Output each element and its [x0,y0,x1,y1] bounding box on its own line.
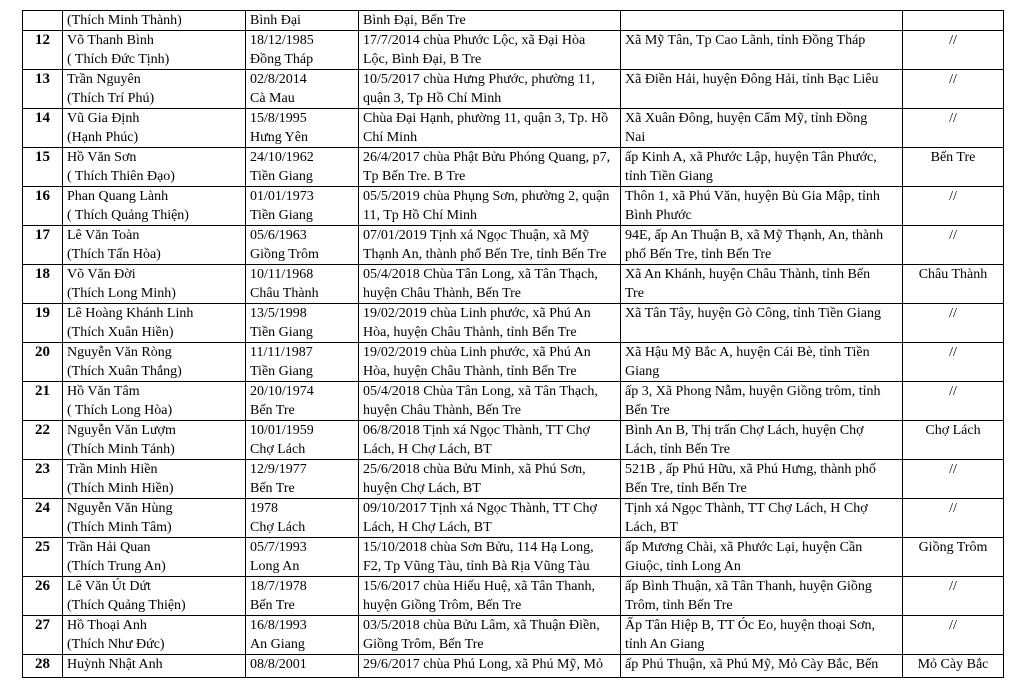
address-cell-line: Thôn 1, xã Phú Văn, huyện Bù Gia Mập, tỉnh [625,189,880,204]
row-number-line: 27 [35,617,50,633]
ordination-cell-line: Tp Bến Tre. B Tre [363,169,466,184]
birth-cell-line: 16/8/1993 [250,618,307,633]
birth-cell-line: 11/11/1987 [250,345,313,360]
address-cell-line: Trôm, tỉnh Bến Tre [625,598,733,613]
table-row [23,616,1004,655]
name-cell [63,31,246,70]
name-cell-line: (Thích Minh Thành) [67,13,182,28]
ordination-cell-line: 19/02/2019 chùa Linh phước, xã Phú An [363,306,591,321]
row-number [23,421,63,460]
address-cell-line: Tre [625,286,644,301]
ordination-cell [359,70,621,109]
name-cell-line: (Thích Xuân Hiền) [67,325,174,340]
name-cell-line: Lê Văn Toàn [67,228,140,243]
name-cell [63,460,246,499]
name-cell-line: Nguyễn Văn Hùng [67,501,173,516]
address-cell-line: phố Bến Tre, tỉnh Bến Tre [625,247,772,262]
name-cell [63,616,246,655]
name-cell [63,343,246,382]
name-cell-line: Nguyễn Văn Lượm [67,423,176,438]
birth-cell-line: Bến Tre [250,598,295,613]
birth-cell-line: Châu Thành [250,286,319,301]
location-cell-line: Bến Tre [930,150,976,165]
row-number-line: 23 [35,461,50,477]
ordination-cell [359,11,621,31]
table-row [23,187,1004,226]
name-cell-line: (Thích Trí Phú) [67,91,155,106]
address-cell-line: Xã Mỹ Tân, Tp Cao Lãnh, tỉnh Đồng Tháp [625,33,866,48]
birth-cell-line: 01/01/1973 [250,189,314,204]
ordination-cell-line: Giồng Trôm, Bến Tre [363,637,484,652]
birth-cell [246,226,359,265]
ordination-cell-line: 03/5/2018 chùa Bửu Lâm, xã Thuận Điền, [363,618,600,633]
ordination-cell-line: 10/5/2017 chùa Hưng Phước, phường 11, [363,72,595,87]
birth-cell [246,304,359,343]
birth-cell [246,265,359,304]
ordination-cell [359,655,621,678]
name-cell-line: ( Thích Long Hòa) [67,403,173,418]
row-number-line: 13 [35,71,50,87]
birth-cell [246,655,359,678]
row-number-line: 28 [35,656,50,672]
location-cell [903,31,1004,70]
name-cell-line: Lê Văn Út Dứt [67,579,151,594]
birth-cell-line: Bến Tre [250,481,295,496]
table-row [23,382,1004,421]
name-cell-line: Huỳnh Nhật Anh [67,657,163,672]
table-row [23,499,1004,538]
location-cell [903,265,1004,304]
ordination-cell-line: huyện Châu Thành, Bến Tre [363,403,522,418]
address-cell [621,70,903,109]
row-number-line: 18 [35,266,50,282]
address-cell [621,421,903,460]
birth-cell [246,109,359,148]
table-row [23,70,1004,109]
location-cell-line: Mỏ Cày Bắc [917,657,989,672]
address-cell [621,265,903,304]
name-cell-line: ( Thích Quảng Thiện) [67,208,189,223]
birth-cell-line: Tiền Giang [250,325,313,340]
birth-cell-line: 24/10/1962 [250,150,314,165]
name-cell-line: Hồ Văn Sơn [67,150,137,165]
address-cell-line: Giuộc, tỉnh Long An [625,559,741,574]
ordination-cell-line: huyện Giồng Trôm, Bến Tre [363,598,522,613]
ordination-cell-line: Hòa, huyện Châu Thành, tỉnh Bến Tre [363,364,577,379]
birth-cell-line: 15/8/1995 [250,111,307,126]
birth-cell-line: Tiền Giang [250,364,313,379]
table-row [23,304,1004,343]
birth-cell [246,343,359,382]
row-number-line: 12 [35,32,50,48]
ordination-cell [359,187,621,226]
address-cell-line: ấp Kinh A, xã Phước Lập, huyện Tân Phước, [625,150,877,165]
row-number-line: 24 [35,500,50,516]
location-cell-line: // [949,306,957,321]
row-number-line: 22 [35,422,50,438]
location-cell [903,11,1004,31]
ordination-cell-line: Bình Đại, Bến Tre [363,13,466,28]
location-cell-line: // [949,579,957,594]
row-number [23,70,63,109]
birth-cell-line: 20/10/1974 [250,384,314,399]
row-number [23,226,63,265]
name-cell [63,382,246,421]
name-cell [63,499,246,538]
location-cell-line: // [949,111,957,126]
ordination-cell-line: Thạnh An, thành phố Bến Tre, tỉnh Bến Tre [363,247,607,262]
ordination-cell-line: F2, Tp Vũng Tàu, tỉnh Bà Rịa Vũng Tàu [363,559,590,574]
name-cell [63,226,246,265]
location-cell-line: // [949,33,957,48]
address-cell [621,11,903,31]
row-number [23,460,63,499]
row-number-line: 21 [35,383,50,399]
row-number-line: 26 [35,578,50,594]
row-number [23,538,63,577]
birth-cell-line: 13/5/1998 [250,306,307,321]
address-cell [621,577,903,616]
birth-cell [246,577,359,616]
row-number-line: 19 [35,305,50,321]
birth-cell-line: Bến Tre [250,403,295,418]
birth-cell-line: 18/12/1985 [250,33,314,48]
ordination-cell-line: 06/8/2018 Tịnh xá Ngọc Thành, TT Chợ [363,423,590,438]
birth-cell [246,148,359,187]
row-number [23,382,63,421]
ordination-cell-line: 07/01/2019 Tịnh xá Ngọc Thuận, xã Mỹ [363,228,590,243]
birth-cell-line: Bình Đại [250,13,301,28]
address-cell [621,382,903,421]
ordination-cell [359,382,621,421]
ordination-cell-line: huyện Châu Thành, Bến Tre [363,286,522,301]
location-cell-line: // [949,384,957,399]
ordination-cell [359,460,621,499]
name-cell [63,265,246,304]
ordination-cell [359,577,621,616]
birth-cell [246,421,359,460]
row-number [23,577,63,616]
birth-cell [246,460,359,499]
location-cell [903,226,1004,265]
location-cell-line: // [949,345,957,360]
address-cell-line: 94E, ấp An Thuận B, xã Mỹ Thạnh, An, thành [625,228,884,243]
row-number [23,343,63,382]
address-cell-line: Lách, tỉnh Bến Tre [625,442,730,457]
name-cell [63,70,246,109]
ordination-cell [359,421,621,460]
location-cell [903,304,1004,343]
birth-cell-line: 05/6/1963 [250,228,307,243]
name-cell-line: (Thích Long Minh) [67,286,176,301]
name-cell [63,421,246,460]
name-cell [63,538,246,577]
name-cell-line: Trần Minh Hiền [67,462,158,477]
table-row [23,421,1004,460]
roster-table [22,10,1004,678]
row-number-line: 20 [35,344,50,360]
birth-cell-line: Chợ Lách [250,442,306,457]
row-number [23,655,63,678]
address-cell-line: tỉnh An Giang [625,637,705,652]
birth-cell-line: An Giang [250,637,305,652]
address-cell-line: ấp Mương Chài, xã Phước Lại, huyện Cần [625,540,863,555]
ordination-cell-line: Chí Minh [363,130,418,145]
location-cell [903,655,1004,678]
name-cell-line: Trần Nguyên [67,72,141,87]
name-cell-line: Vũ Gia Định [67,111,140,126]
name-cell-line: ( Thích Thiên Đạo) [67,169,175,184]
birth-cell [246,187,359,226]
birth-cell-line: Đồng Tháp [250,52,314,67]
name-cell [63,109,246,148]
ordination-cell-line: huyện Chợ Lách, BT [363,481,481,496]
birth-cell-line: 02/8/2014 [250,72,307,87]
table-row [23,655,1004,678]
birth-cell-line: 08/8/2001 [250,657,307,672]
address-cell [621,148,903,187]
address-cell-line: Xã Điền Hải, huyện Đông Hải, tỉnh Bạc Liêu [625,72,879,87]
location-cell-line: // [949,72,957,87]
birth-cell [246,538,359,577]
ordination-cell [359,226,621,265]
address-cell [621,31,903,70]
location-cell-line: // [949,189,957,204]
ordination-cell-line: quận 3, Tp Hồ Chí Minh [363,91,502,106]
location-cell [903,616,1004,655]
birth-cell-line: Long An [250,559,300,574]
address-cell [621,187,903,226]
ordination-cell-line: 26/4/2017 chùa Phật Bửu Phóng Quang, p7, [363,150,611,165]
name-cell-line: Hồ Văn Tâm [67,384,140,399]
address-cell-line: Nai [625,130,646,145]
birth-cell [246,70,359,109]
table-row [23,11,1004,31]
name-cell-line: (Thích Trung An) [67,559,166,574]
table-row [23,538,1004,577]
row-number-line: 17 [35,227,50,243]
location-cell [903,538,1004,577]
roster-body [23,11,1004,678]
name-cell [63,577,246,616]
address-cell [621,460,903,499]
name-cell-line: (Thích Minh Tâm) [67,520,172,535]
name-cell-line: Lê Hoàng Khánh Linh [67,306,194,321]
ordination-cell-line: 05/4/2018 Chùa Tân Long, xã Tân Thạch, [363,384,598,399]
name-cell-line: (Thích Như Đức) [67,637,165,652]
ordination-cell-line: 17/7/2014 chùa Phước Lộc, xã Đại Hòa [363,33,586,48]
location-cell-line: // [949,501,957,516]
ordination-cell-line: 05/5/2019 chùa Phụng Sơn, phường 2, quận [363,189,610,204]
name-cell-line: (Thích Tấn Hòa) [67,247,161,262]
table-row [23,460,1004,499]
birth-cell-line: Giồng Trôm [250,247,319,262]
address-cell [621,304,903,343]
ordination-cell-line: 11, Tp Hồ Chí Minh [363,208,477,223]
ordination-cell [359,616,621,655]
ordination-cell-line: 15/6/2017 chùa Hiếu Huệ, xã Tân Thanh, [363,579,595,594]
row-number-line: 15 [35,149,50,165]
address-cell-line: tỉnh Tiền Giang [625,169,713,184]
location-cell [903,421,1004,460]
row-number [23,109,63,148]
row-number-line: 16 [35,188,50,204]
ordination-cell [359,109,621,148]
address-cell-line: Ấp Tân Hiệp B, TT Óc Eo, huyện thoại Sơn, [625,618,876,633]
location-cell-line: Châu Thành [918,267,988,282]
name-cell [63,11,246,31]
birth-cell-line: 10/11/1968 [250,267,314,282]
table-row [23,109,1004,148]
location-cell [903,148,1004,187]
ordination-cell-line: 25/6/2018 chùa Bửu Minh, xã Phú Sơn, [363,462,586,477]
address-cell [621,499,903,538]
name-cell-line: Trần Hải Quan [67,540,151,555]
address-cell [621,109,903,148]
ordination-cell-line: Chùa Đại Hạnh, phường 11, quận 3, Tp. Hồ [363,111,609,126]
row-number-line: 14 [35,110,50,126]
birth-cell-line: Chợ Lách [250,520,306,535]
birth-cell-line: Cà Mau [250,91,295,106]
address-cell-line: Tịnh xá Ngọc Thành, TT Chợ Lách, H Chợ [625,501,868,516]
address-cell [621,655,903,678]
birth-cell-line: Hưng Yên [250,130,309,145]
birth-cell-line: Tiền Giang [250,208,313,223]
ordination-cell-line: 15/10/2018 chùa Sơn Bửu, 114 Hạ Long, [363,540,594,555]
name-cell [63,187,246,226]
address-cell-line: Xã Xuân Đông, huyện Cẩm Mỹ, tỉnh Đồng [625,111,868,126]
ordination-cell-line: Hòa, huyện Châu Thành, tỉnh Bến Tre [363,325,577,340]
ordination-cell-line: Lộc, Bình Đại, B Tre [363,52,482,67]
location-cell [903,187,1004,226]
table-row [23,148,1004,187]
table-row [23,265,1004,304]
name-cell-line: (Thích Quảng Thiện) [67,598,186,613]
ordination-cell [359,265,621,304]
name-cell-line: Phan Quang Lành [67,189,169,204]
location-cell-line: // [949,228,957,243]
birth-cell-line: 18/7/1978 [250,579,307,594]
ordination-cell-line: 05/4/2018 Chùa Tân Long, xã Tân Thạch, [363,267,598,282]
row-number [23,31,63,70]
birth-cell [246,616,359,655]
ordination-cell [359,499,621,538]
address-cell-line: Giang [625,364,660,379]
address-cell-line: Xã Hậu Mỹ Bắc A, huyện Cái Bè, tỉnh Tiền [625,345,870,360]
row-number [23,11,63,31]
name-cell-line: Võ Thanh Bình [67,33,154,48]
name-cell-line: ( Thích Đức Tịnh) [67,52,170,67]
name-cell-line: Hồ Thoại Anh [67,618,147,633]
address-cell [621,616,903,655]
ordination-cell-line: 29/6/2017 chùa Phú Long, xã Phú Mỹ, Mỏ [363,657,603,672]
birth-cell [246,382,359,421]
ordination-cell [359,148,621,187]
ordination-cell [359,343,621,382]
location-cell [903,109,1004,148]
address-cell-line: 521B , ấp Phú Hữu, xã Phú Hưng, thành phố [625,462,876,477]
location-cell [903,343,1004,382]
address-cell [621,343,903,382]
birth-cell-line: 1978 [250,501,278,516]
birth-cell [246,11,359,31]
ordination-cell-line: Lách, H Chợ Lách, BT [363,442,492,457]
name-cell [63,148,246,187]
table-row [23,226,1004,265]
name-cell-line: (Thích Minh Hiền) [67,481,174,496]
location-cell-line: // [949,462,957,477]
name-cell [63,655,246,678]
address-cell-line: Bến Tre [625,403,670,418]
birth-cell-line: 05/7/1993 [250,540,307,555]
ordination-cell-line: 19/02/2019 chùa Linh phước, xã Phú An [363,345,591,360]
table-row [23,31,1004,70]
name-cell-line: (Thích Xuân Thắng) [67,364,182,379]
address-cell-line: Bình Phước [625,208,692,223]
row-number [23,265,63,304]
address-cell-line: Xã Tân Tây, huyện Gò Công, tỉnh Tiền Giang [625,306,882,321]
row-number [23,187,63,226]
location-cell-line: Chợ Lách [925,423,981,438]
address-cell-line: Bình An B, Thị trấn Chợ Lách, huyện Chợ [625,423,864,438]
ordination-cell [359,538,621,577]
row-number [23,148,63,187]
name-cell-line: Võ Văn Đời [67,267,136,282]
address-cell-line: Bến Tre, tỉnh Bến Tre [625,481,747,496]
ordination-cell [359,31,621,70]
location-cell [903,70,1004,109]
location-cell [903,577,1004,616]
name-cell-line: (Thích Minh Tánh) [67,442,175,457]
address-cell-line: ấp 3, Xã Phong Nẫm, huyện Giồng trôm, tỉnh [625,384,881,399]
address-cell [621,538,903,577]
location-cell [903,499,1004,538]
birth-cell-line: Tiền Giang [250,169,313,184]
address-cell-line: ấp Bình Thuận, xã Tân Thanh, huyện Giồng [625,579,872,594]
table-row [23,577,1004,616]
address-cell-line: Lách, BT [625,520,678,535]
row-number [23,304,63,343]
location-cell [903,382,1004,421]
row-number [23,616,63,655]
row-number [23,499,63,538]
ordination-cell-line: Lách, H Chợ Lách, BT [363,520,492,535]
address-cell-line: ấp Phú Thuận, xã Phú Mỹ, Mỏ Cày Bắc, Bến [625,657,879,672]
table-row [23,343,1004,382]
location-cell-line: // [949,618,957,633]
name-cell-line: (Hạnh Phúc) [67,130,139,145]
birth-cell [246,31,359,70]
location-cell-line: Giồng Trôm [918,540,988,555]
birth-cell-line: 10/01/1959 [250,423,314,438]
address-cell [621,226,903,265]
ordination-cell [359,304,621,343]
row-number-line: 25 [35,539,50,555]
name-cell [63,304,246,343]
birth-cell [246,499,359,538]
name-cell-line: Nguyễn Văn Ròng [67,345,172,360]
location-cell [903,460,1004,499]
address-cell-line: Xã An Khánh, huyện Châu Thành, tỉnh Bến [625,267,871,282]
birth-cell-line: 12/9/1977 [250,462,307,477]
ordination-cell-line: 09/10/2017 Tịnh xá Ngọc Thành, TT Chợ [363,501,597,516]
